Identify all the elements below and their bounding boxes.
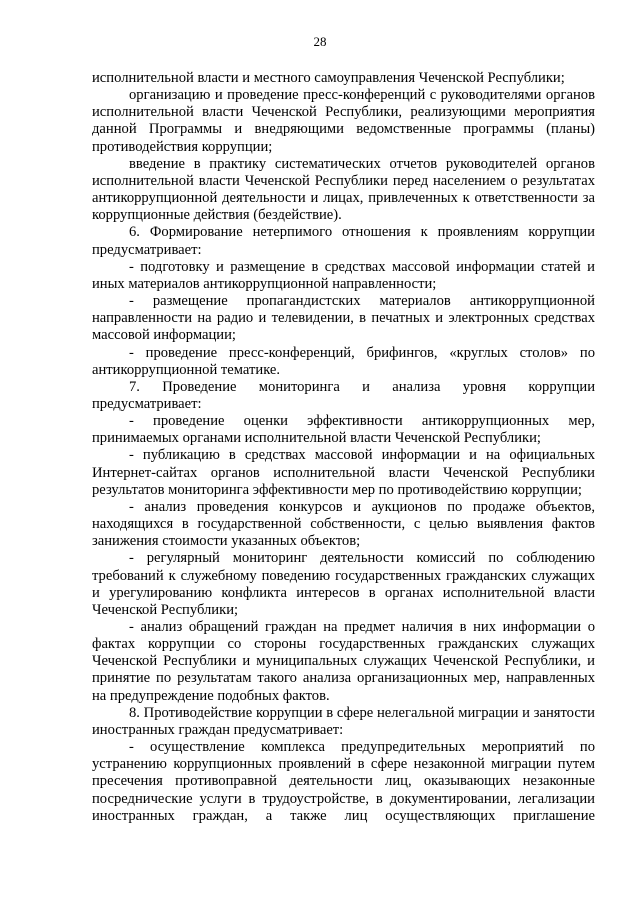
page-body [92, 70, 595, 825]
page-number: 28 [313, 34, 327, 49]
paragraph-item-publication: - публикацию в средствах массовой информации и на официальных Интернет-сайтах органов исполнительной власти Чеченской Республики результатов мониторинга эффективности мер по противодействию коррупции; [92, 447, 595, 498]
paragraph-item-briefings: - проведение пресс-конференций, брифингов, «круглых столов» по антикоррупционной тематике. [92, 344, 595, 378]
paragraph-press-conferences: организацию и проведение пресс-конференций с руководителями органов исполнительной власти Чеченской Республики, реализующими мероприятия данной Программы и внедряющими ведомственные программы (планы) противодействия коррупции; [92, 87, 595, 155]
paragraph-section-7-heading: 7. Проведение мониторинга и анализа уровня коррупции предусматривает: [92, 378, 595, 412]
paragraph-section-8-heading: 8. Противодействие коррупции в сфере нелегальной миграции и занятости иностранных граждан предусматривает: [92, 704, 595, 738]
paragraph-item-propaganda-materials: - размещение пропагандистских материалов антикоррупционной направленности на радио и телевидении, в печатных и электронных средствах массовой информации; [92, 293, 595, 344]
paragraph-section-6-heading: 6. Формирование нетерпимого отношения к проявлениям коррупции предусматривает: [92, 224, 595, 258]
paragraph-systematic-reports: введение в практику систематических отчетов руководителей органов исполнительной власти Чеченской Республики перед населением о результатах антикоррупционной деятельности и лицах, привлеченных к ответственности за коррупционные действия (бездействие). [92, 155, 595, 224]
paragraph-item-migration-measures: - осуществление комплекса предупредительных мероприятий по устранению коррупционных проявлений в сфере незаконной миграции путем пресечения противоправной деятельности лиц, оказывающих незаконные посреднические услуги в трудоустройстве, в документировании, легализации иностранных граждан, а также лиц осуществляющих приглашение [92, 739, 595, 824]
paragraph-item-commission-monitoring: - регулярный мониторинг деятельности комиссий по соблюдению требований к служебному поведению государственных гражданских служащих и урегулированию конфликта интересов в органах исполнительной власти Чеченской Республики; [92, 550, 595, 618]
paragraph-item-efficiency-assessment: - проведение оценки эффективности антикоррупционных мер, принимаемых органами исполнительной власти Чеченской Республики; [92, 413, 595, 447]
paragraph-item-citizen-appeals: - анализ обращений граждан на предмет наличия в них информации о фактах коррупции со стороны государственных гражданских служащих Чеченской Республики и муниципальных служащих Чеченской Республики, и принятие по результатам такого анализа организационных мер, направленных на предупреждение подобных фактов. [92, 619, 595, 704]
paragraph-continuation: исполнительной власти и местного самоуправления Чеченской Республики; [92, 70, 565, 86]
paragraph-item-auctions-analysis: - анализ проведения конкурсов и аукционов по продаже объектов, находящихся в государственной собственности, с целью выявления фактов занижения стоимости указанных объектов; [92, 498, 595, 550]
paragraph-item-media-articles: - подготовку и размещение в средствах массовой информации статей и иных материалов антикоррупционной направленности; [92, 258, 595, 292]
